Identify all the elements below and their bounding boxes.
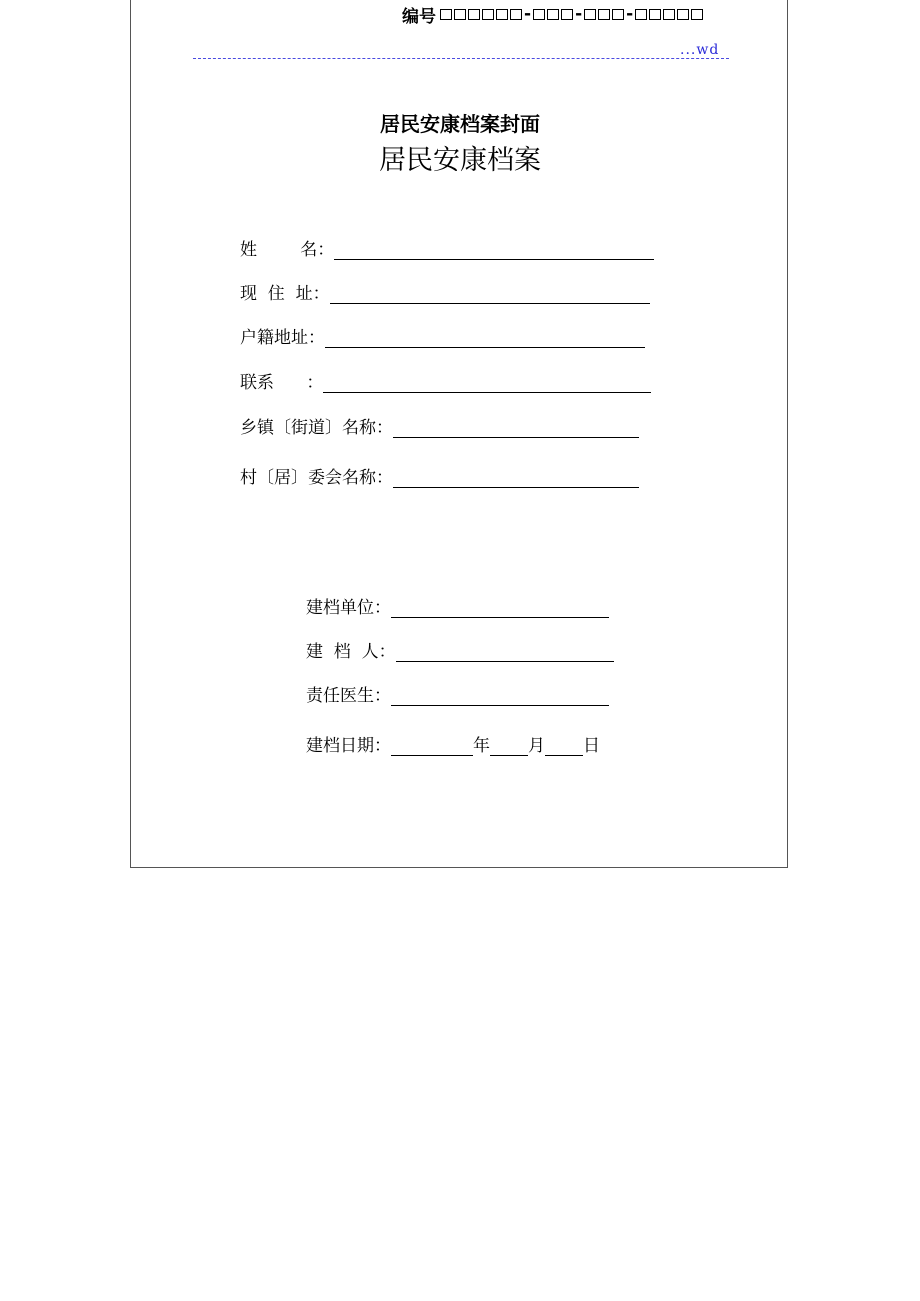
- field-household-label: 户籍地址：: [240, 328, 325, 348]
- code-label: 编号: [402, 6, 436, 27]
- field-name-label: 姓 名：: [240, 240, 335, 260]
- field-address-input[interactable]: [330, 285, 650, 304]
- code-box[interactable]: [510, 9, 522, 20]
- field-township-label: 乡镇〔街道〕名称：: [240, 418, 393, 438]
- field-name-input[interactable]: [334, 241, 654, 260]
- field-unit: [306, 594, 609, 618]
- code-box[interactable]: [635, 9, 647, 20]
- code-separator: -: [626, 4, 634, 24]
- field-creator: [306, 638, 614, 662]
- field-address-label: 现 住 址：: [240, 284, 330, 304]
- code-box[interactable]: [482, 9, 494, 20]
- wd-mark: ...wd: [680, 42, 720, 58]
- code-box[interactable]: [649, 9, 661, 20]
- field-household-input[interactable]: [325, 329, 645, 348]
- code-box[interactable]: [584, 9, 596, 20]
- field-date-label: 建档日期：: [306, 736, 391, 756]
- field-village: [240, 464, 639, 488]
- code-box[interactable]: [454, 9, 466, 20]
- field-contact-label: 联系 ：: [240, 373, 324, 393]
- field-doctor: [306, 682, 609, 706]
- field-doctor-label: 责任医生：: [306, 686, 391, 706]
- field-contact: [240, 369, 651, 393]
- code-box[interactable]: [440, 9, 452, 20]
- field-unit-label: 建档单位：: [306, 598, 391, 618]
- code-box[interactable]: [496, 9, 508, 20]
- code-box[interactable]: [533, 9, 545, 20]
- code-boxes: [440, 4, 705, 24]
- field-township-input[interactable]: [393, 419, 639, 438]
- cover-subtitle: 居民安康档案封面: [380, 112, 540, 136]
- date-month-label: 月: [528, 736, 545, 756]
- archive-code: [402, 2, 705, 26]
- field-village-input[interactable]: [393, 469, 639, 488]
- date-year-input[interactable]: [391, 737, 473, 756]
- field-township: [240, 414, 639, 438]
- date-day-input[interactable]: [545, 737, 583, 756]
- code-box[interactable]: [598, 9, 610, 20]
- date-year-label: 年: [473, 736, 490, 756]
- code-separator: -: [575, 4, 583, 24]
- code-box[interactable]: [691, 9, 703, 20]
- date-day-label: 日: [583, 736, 600, 756]
- field-name: [240, 236, 654, 260]
- field-village-label: 村〔居〕委会名称：: [240, 468, 393, 488]
- field-address: [240, 280, 650, 304]
- cover-title: 居民安康档案: [379, 145, 541, 176]
- code-box[interactable]: [663, 9, 675, 20]
- field-unit-input[interactable]: [391, 599, 609, 618]
- code-box[interactable]: [468, 9, 480, 20]
- field-contact-input[interactable]: [323, 374, 651, 393]
- code-box[interactable]: [561, 9, 573, 20]
- code-separator: -: [524, 4, 532, 24]
- code-box[interactable]: [547, 9, 559, 20]
- field-doctor-input[interactable]: [391, 687, 609, 706]
- header-divider: [193, 58, 729, 59]
- code-box[interactable]: [612, 9, 624, 20]
- field-date: [306, 732, 600, 756]
- field-household: [240, 324, 645, 348]
- date-month-input[interactable]: [490, 737, 528, 756]
- field-creator-label: 建 档 人：: [306, 642, 396, 662]
- field-creator-input[interactable]: [396, 643, 614, 662]
- code-box[interactable]: [677, 9, 689, 20]
